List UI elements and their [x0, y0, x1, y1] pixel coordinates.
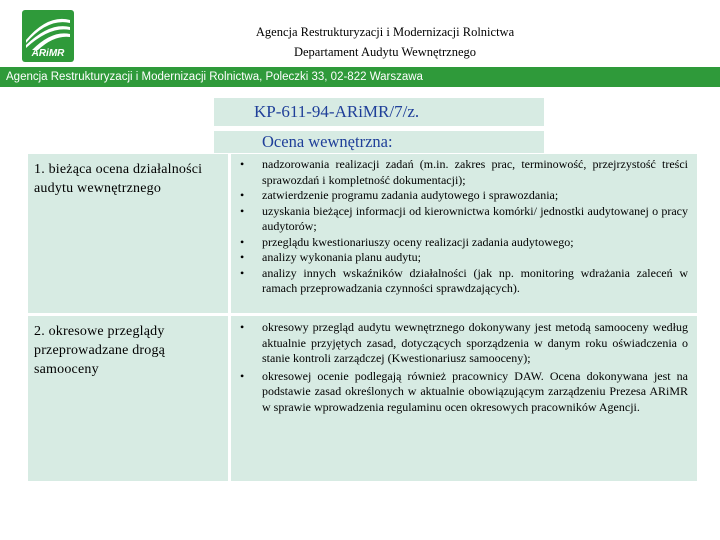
- table-row: [28, 316, 697, 481]
- list-item-text: przeglądu kwestionariuszy oceny realizacji zadania audytowego;: [262, 234, 574, 249]
- arimr-logo: [22, 10, 74, 62]
- table-row: [28, 154, 697, 313]
- bullet-icon: •: [240, 157, 245, 171]
- agency-name: Agencja Restrukturyzacji i Modernizacji Rolnictwa: [255, 25, 515, 39]
- list-item: [240, 188, 688, 204]
- bullet-icon: •: [240, 265, 245, 280]
- list-item: [240, 235, 688, 251]
- list-item: [240, 266, 688, 297]
- bullet-icon: •: [240, 234, 245, 249]
- logo-text: ARiMR: [31, 48, 65, 59]
- list-item: [240, 320, 688, 367]
- bullet-icon: •: [240, 250, 245, 264]
- department-name: Departament Audytu Wewnętrznego: [293, 45, 477, 59]
- row-label: 2. okresowe przeglądy przeprowadzane drogą samooceny: [34, 324, 166, 377]
- bullet-icon: •: [240, 320, 245, 334]
- column-divider: [228, 316, 231, 481]
- list-item-text: analizy innych wskaźników działalności (jak np. monitoring wdrażania zaleceń w ramach przeprowadzania czynności sprawdzających).: [262, 265, 688, 295]
- bullet-icon: •: [240, 188, 245, 202]
- column-divider: [228, 154, 231, 313]
- list-item-text: uzyskania bieżącej informacji od kierownictwa komórki/ jednostki audytowanej o pracy audytorów;: [262, 203, 688, 233]
- bullet-list: [240, 157, 688, 297]
- list-item-text: zatwierdzenie programu zadania audytowego i sprawozdania;: [262, 188, 559, 202]
- list-item: [240, 369, 688, 416]
- bullet-icon: •: [240, 368, 245, 383]
- bullet-list: [240, 320, 688, 415]
- field-stripes-icon: [22, 10, 74, 50]
- list-item-text: nadzorowania realizacji zadań (m.in. zakres prac, terminowość, przejrzystość treści sprawozdań i kompletność dokumentacji);: [262, 157, 688, 187]
- list-item: [240, 204, 688, 235]
- list-item: [240, 250, 688, 266]
- row-label: 1. bieżąca ocena działalności audytu wewnętrznego: [34, 162, 203, 196]
- list-item-text: okresowej ocenie podlegają również pracownicy DAW. Ocena dokonywana jest na podstawie zasad określonych w aktualnie obowiązującym zarządzeniu Prezesa ARiMR w sprawie wprowadzenia regulaminu ocen okresowych pracowników Agencji.: [262, 368, 688, 414]
- list-item: [240, 157, 688, 188]
- list-item-text: okresowy przegląd audytu wewnętrznego dokonywany jest metodą samooceny według aktualnie przyjętych zasad, dotyczących sporządzenia w danym roku oświadczenia o stanie kontroli zarządczej (Kwestionariusz samooceny);: [262, 320, 688, 365]
- address-bar: Agencja Restrukturyzacji i Modernizacji Rolnictwa, Poleczki 33, 02-822 Warszawa: [0, 67, 720, 87]
- list-item-text: analizy wykonania planu audytu;: [262, 250, 421, 264]
- document-code: KP-611-94-ARiMR/7/z.: [214, 98, 544, 126]
- bullet-icon: •: [240, 203, 245, 218]
- section-title: Ocena wewnętrzna:: [214, 131, 544, 153]
